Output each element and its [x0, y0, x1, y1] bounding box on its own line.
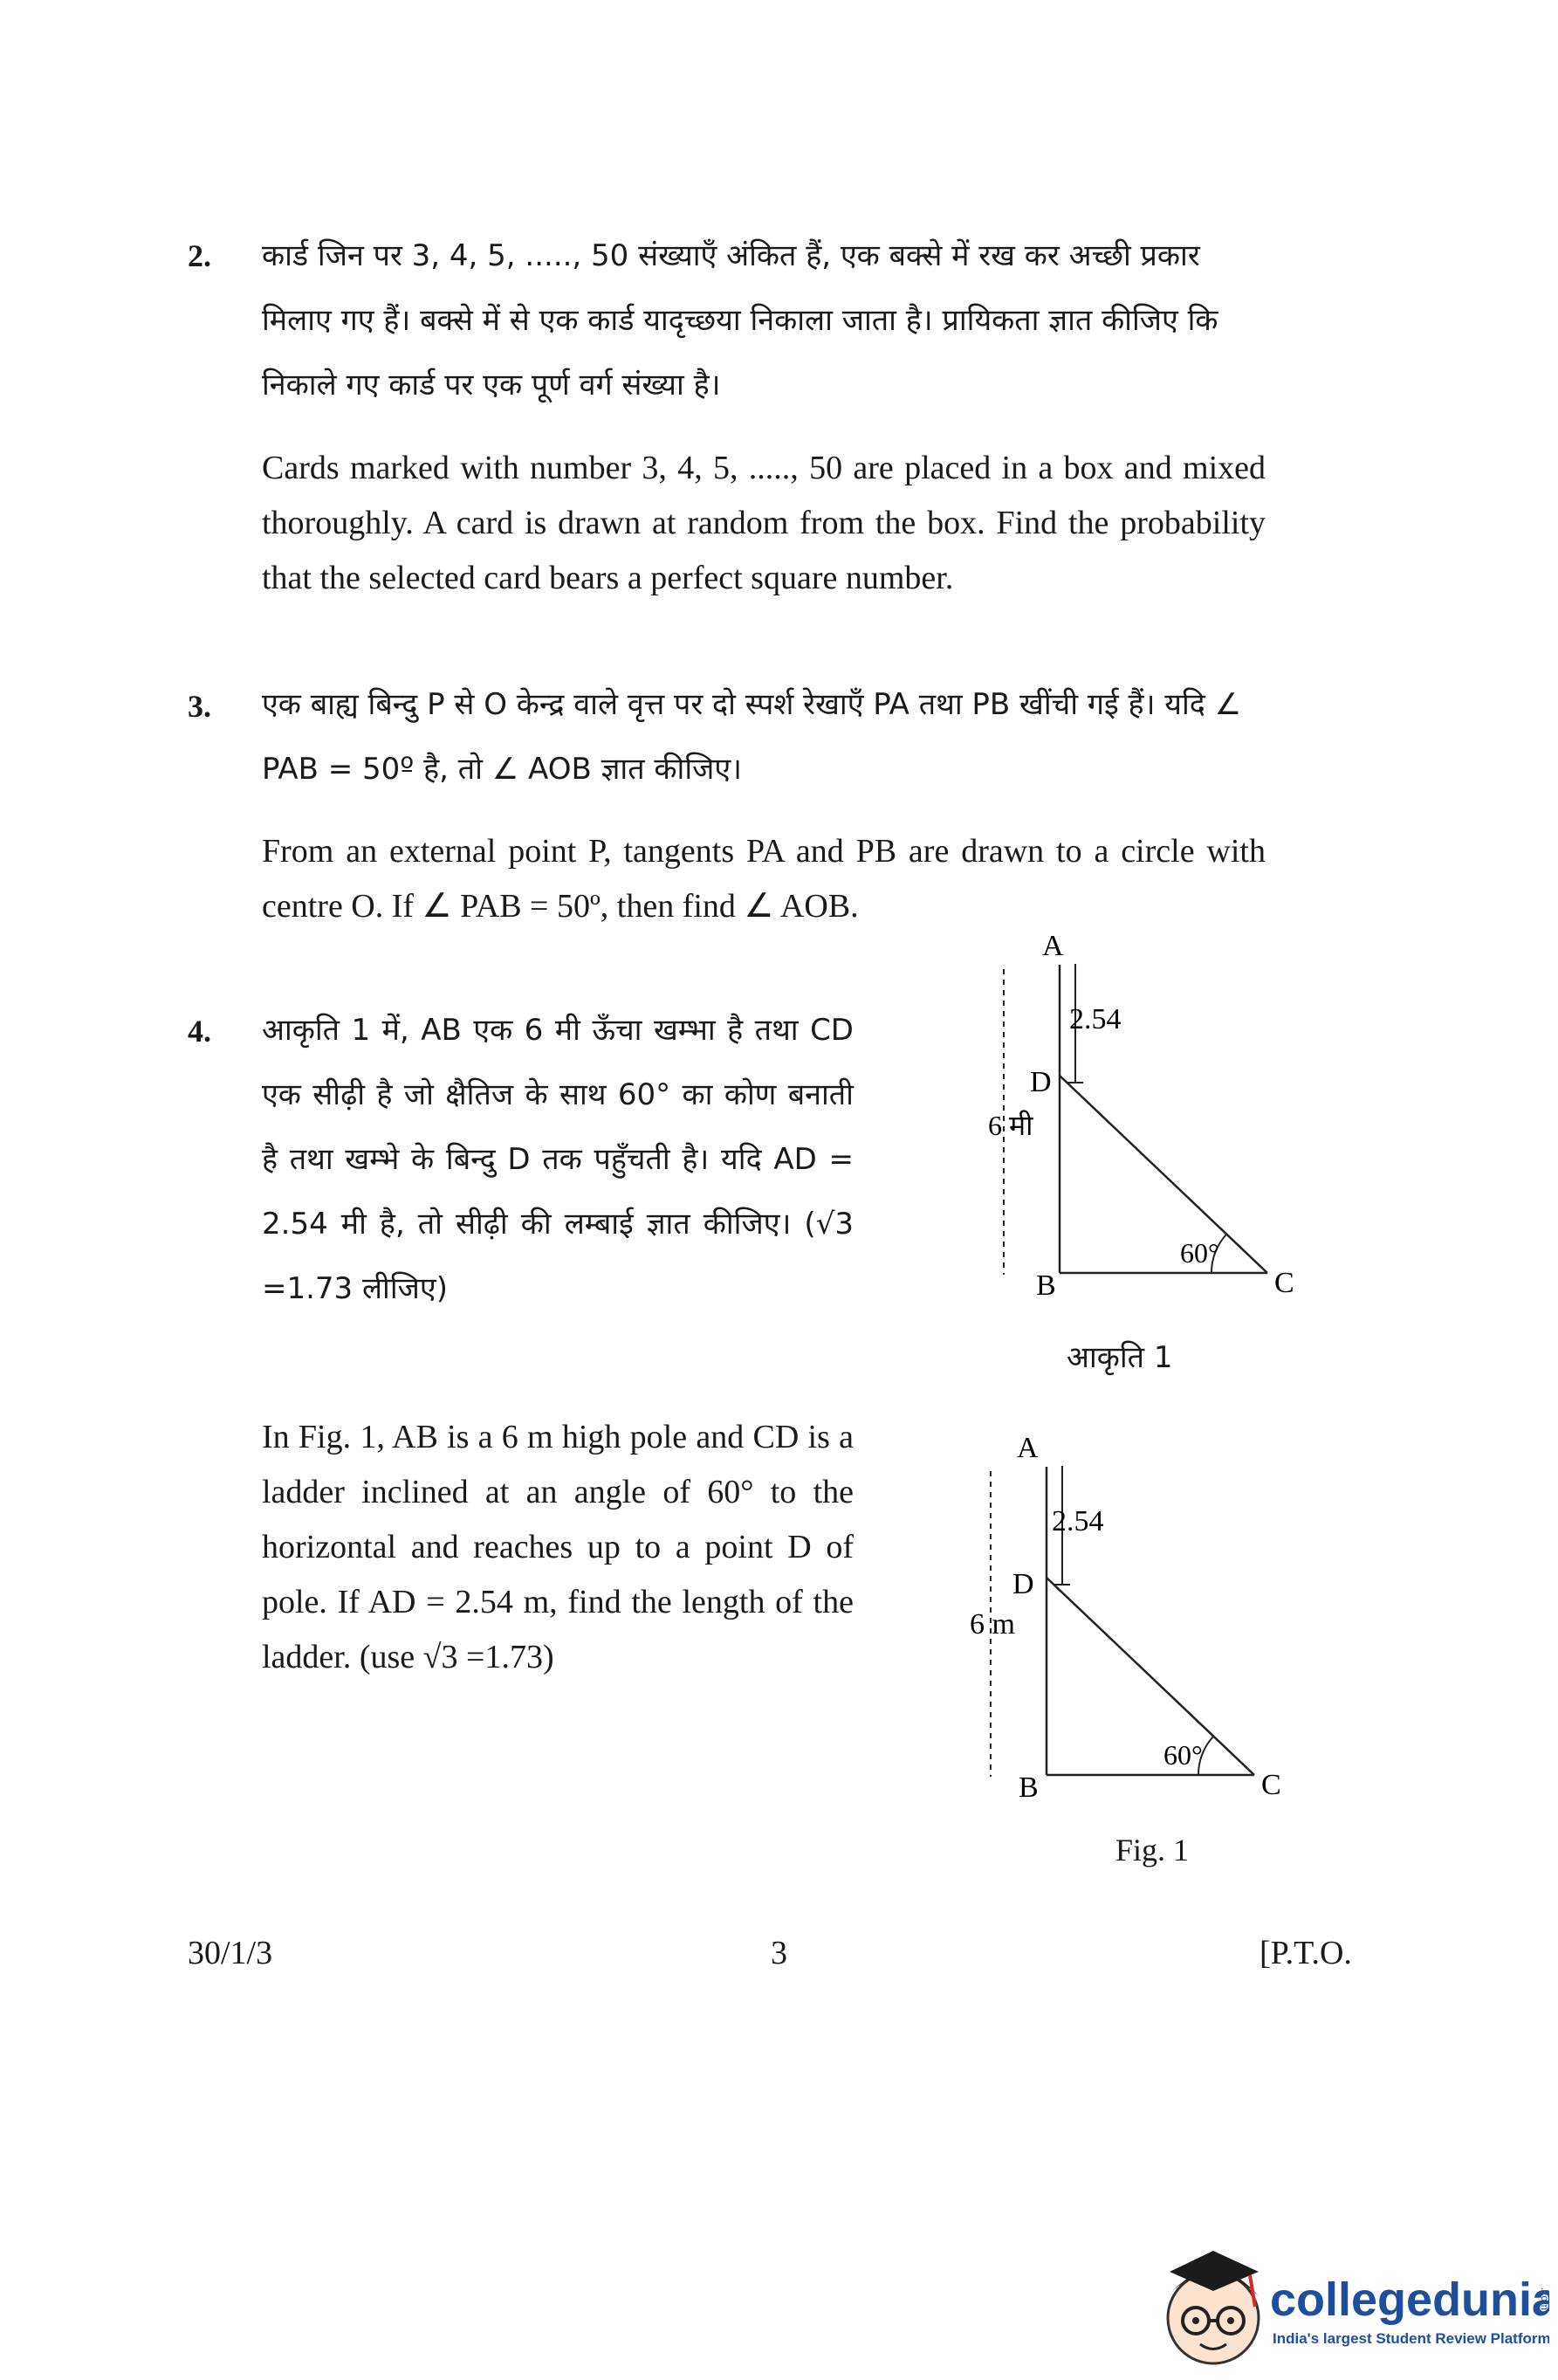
figure-caption-english: Fig. 1	[1115, 1833, 1190, 1868]
paper-code: 30/1/3	[188, 1935, 273, 1971]
figure-caption-hindi: आकृति 1	[1067, 1340, 1173, 1375]
label-b: B	[1036, 1269, 1056, 1302]
height-label: 6 m	[970, 1608, 1015, 1641]
label-d: D	[1012, 1568, 1034, 1600]
logo-dot-com: .com	[1539, 2287, 1549, 2311]
angle-label: 60°	[1163, 1739, 1203, 1771]
angle-label: 60°	[1180, 1237, 1219, 1269]
label-d: D	[1030, 1066, 1052, 1098]
figure-1-hindi	[978, 925, 1327, 1313]
question-number-3: 3.	[188, 689, 211, 724]
figure-1-english	[964, 1427, 1314, 1815]
please-turn-over: [P.T.O.	[1259, 1935, 1352, 1971]
label-b: B	[1019, 1771, 1039, 1804]
logo-tagline: India's largest Student Review Platform	[1273, 2330, 1549, 2347]
label-a: A	[1017, 1432, 1039, 1464]
label-c: C	[1274, 1267, 1294, 1299]
ladder-line	[1047, 1578, 1254, 1775]
question-3-hindi-text: एक बाह्य बिन्दु P से O केन्द्र वाले वृत्त पर दो स्पर्श रेखाएँ PA तथा PB खींची गई हैं। यदि ∠ PAB = 50º है, तो ∠ AOB ज्ञात कीजिए।	[262, 687, 1242, 787]
page-number: 3	[771, 1935, 787, 1971]
mascot-icon	[1152, 2235, 1549, 2375]
label-a: A	[1042, 930, 1064, 962]
question-2-english-text: Cards marked with number 3, 4, 5, ....., 50 are placed in a box and mixed thoroughly. A card is drawn at random from the box. Find the probability that the selected card bears a perfect square number.	[262, 450, 1266, 596]
question-3-english-text: From an external point P, tangents PA and PB are drawn to a circle with centre O. If ∠ PAB = 50º, then find ∠ AOB.	[262, 833, 1266, 925]
ladder-line	[1060, 1076, 1267, 1273]
question-2-hindi-text: कार्ड जिन पर 3, 4, 5, ....., 50 संख्याएँ अंकित हैं, एक बक्से में रख कर अच्छी प्रकार मिलाए गए हैं। बक्से में से एक कार्ड यादृच्छया निकाला जाता है। प्रायिकता ज्ञात कीजिए कि निकाले गए कार्ड पर एक पूर्ण वर्ग संख्या है।	[262, 238, 1218, 402]
label-c: C	[1261, 1769, 1281, 1801]
collegedunia-logo	[1152, 2235, 1549, 2375]
question-4-english-text: In Fig. 1, AB is a 6 m high pole and CD is a ladder inclined at an angle of 60° to the horizontal and reaches up to a point D of pole. If AD = 2.54 m, find the length of the ladder. (use √3 =1.73)	[262, 1419, 854, 1675]
ad-length-label: 2.54	[1069, 1003, 1122, 1035]
question-number-2: 2.	[188, 238, 211, 273]
ad-length-label: 2.54	[1052, 1505, 1104, 1537]
question-number-4: 4.	[188, 1014, 211, 1049]
question-4-hindi-text: आकृति 1 में, AB एक 6 मी ऊँचा खम्भा है तथा CD एक सीढ़ी है जो क्षैतिज के साथ 60° का कोण बनाती है तथा खम्भे के बिन्दु D तक पहुँचती है। यदि AD = 2.54 मी है, तो सीढ़ी की लम्बाई ज्ञात कीजिए। (√3 =1.73 लीजिए)	[262, 1013, 854, 1306]
logo-brand-text: collegedunia	[1270, 2273, 1549, 2326]
height-label: 6 मी	[988, 1110, 1033, 1141]
